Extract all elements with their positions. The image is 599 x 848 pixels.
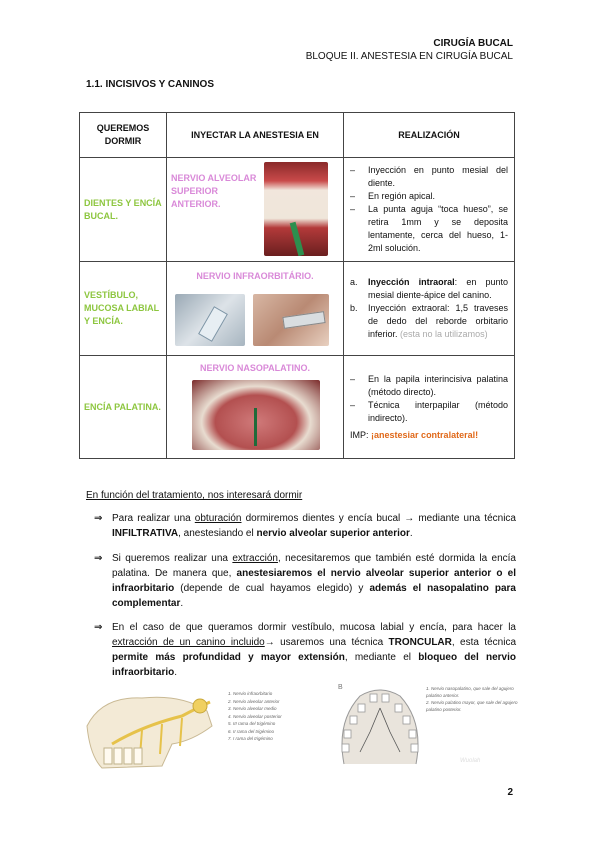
arrow-icon: ⇒: [94, 622, 103, 633]
paragraph-extraccion: ⇒ Si queremos realizar una extracción, necesitaremos que también esté dormida la encía palatina. De manera que, anestesiaremos el nervio alveolar superior anterior o el infraorbitario (depende de cual hayamos elegido) y además el nasopalatino para complementar.: [94, 553, 517, 609]
table-header-row: [80, 113, 515, 158]
arrow-icon: ⇒: [94, 513, 103, 524]
row-nervio: [167, 262, 344, 356]
teeth-photo: [264, 162, 328, 256]
nervio-label: NERVIO ALVEOLAR SUPERIOR ANTERIOR.: [171, 173, 257, 209]
row-nervio: [167, 158, 344, 262]
list-item: – Técnica interpapilar (método indirecto).: [350, 399, 508, 423]
anesthesia-table: [79, 112, 515, 459]
legend-item: 1. Nervio infraorbitario: [228, 691, 273, 696]
body-title: En función del tratamiento, nos interesará dormir: [86, 490, 303, 501]
palate-illustration: [330, 682, 430, 768]
row-nervio: [167, 356, 344, 459]
nervio-label: NERVIO INFRAORBITÁRIO.: [196, 271, 314, 281]
legend-item: 4. Nervio alveolar posterior: [228, 713, 282, 719]
list-item: – En región apical.: [350, 191, 436, 201]
list-item: – La punta aguja “toca hueso”, se retira 1mm y se deposita lentamente, cerca del hueso, 1-2ml solución.: [350, 204, 508, 253]
row-realizacion: [344, 158, 515, 262]
paragraph-obturacion: ⇒ Para realizar una obturación dormiremos dientes y encía bucal → mediante una técnica INFILTRATIVA, anestesiando el nervio alveolar superior anterior.: [94, 513, 516, 539]
list-item: – En la papila interincisiva palatina (método directo).: [350, 373, 508, 397]
legend-item: 3. Nervio alveolar medio: [228, 706, 277, 711]
palate-nerves-figure: [330, 682, 520, 770]
column-header-inyectar: INYECTAR LA ANESTESIA EN: [167, 113, 344, 158]
legend-item: 6. II rama del trigémino: [228, 728, 275, 734]
page-number: 2: [507, 787, 513, 798]
skull-illustration: [82, 686, 222, 770]
list-item: – Inyección en punto mesial del diente.: [350, 165, 508, 188]
watermark: Wuolah: [460, 758, 481, 764]
section-title: 1.1. INCISIVOS Y CANINOS: [86, 79, 215, 90]
legend-item: 2. Nervio alveolar anterior: [228, 698, 280, 704]
extraoral-injection-photo: [253, 294, 329, 346]
column-header-realizacion: REALIZACIÓN: [344, 113, 515, 158]
arrow-icon: ⇒: [94, 553, 103, 564]
table-row: [80, 262, 515, 356]
table-row: [80, 158, 515, 262]
legend-item: 7. I rama del trigémino: [228, 736, 273, 741]
list-item: a. Inyección intraoral: en punto mesial diente-ápice del canino.: [350, 277, 508, 300]
row-dormir: ENCÍA PALATINA.: [80, 356, 167, 459]
imp-note: IMP: ¡anestesiar contralateral!: [350, 429, 479, 440]
palate-photo: [192, 380, 320, 450]
row-dormir: DIENTES Y ENCÍA BUCAL.: [80, 158, 167, 262]
header-subtitle: BLOQUE II. ANESTESIA EN CIRUGÍA BUCAL: [305, 51, 513, 62]
list-item: b. Inyección extraoral: 1,5 traveses de dedo del reborde orbitario inferior. (esta no la utilizamos): [350, 303, 508, 339]
nervio-label: NERVIO NASOPALATINO.: [199, 363, 310, 373]
legend-item: 2. Nervio palatino mayor, que sale del agujero palatino posterior.: [426, 700, 518, 712]
maxillary-nerves-figure: [82, 686, 308, 770]
legend-item: 5. III rama del trigémino: [228, 721, 276, 726]
row-realizacion: [344, 262, 515, 356]
column-header-dormir: QUEREMOS DORMIR: [80, 113, 167, 158]
row-realizacion: [344, 356, 515, 459]
intraoral-injection-photo: [175, 294, 245, 346]
header-title: CIRUGÍA BUCAL: [433, 38, 513, 49]
table-row: [80, 356, 515, 459]
paragraph-canino: ⇒ En el caso de que queramos dormir vestíbulo, mucosa labial y encía, para hacer la extracción de un canino incluido→ usaremos una técnica TRONCULAR, esta técnica permite más profundidad y mayor extensión, mediante el bloqueo del nervio infraorbitario.: [94, 622, 517, 678]
row-dormir: VESTÍBULO, MUCOSA LABIAL Y ENCÍA.: [80, 262, 167, 356]
legend-item: 1. Nervio nasopalatino, que sale del agujero palatino anterior.: [426, 686, 514, 698]
figure-label: B: [338, 684, 343, 691]
